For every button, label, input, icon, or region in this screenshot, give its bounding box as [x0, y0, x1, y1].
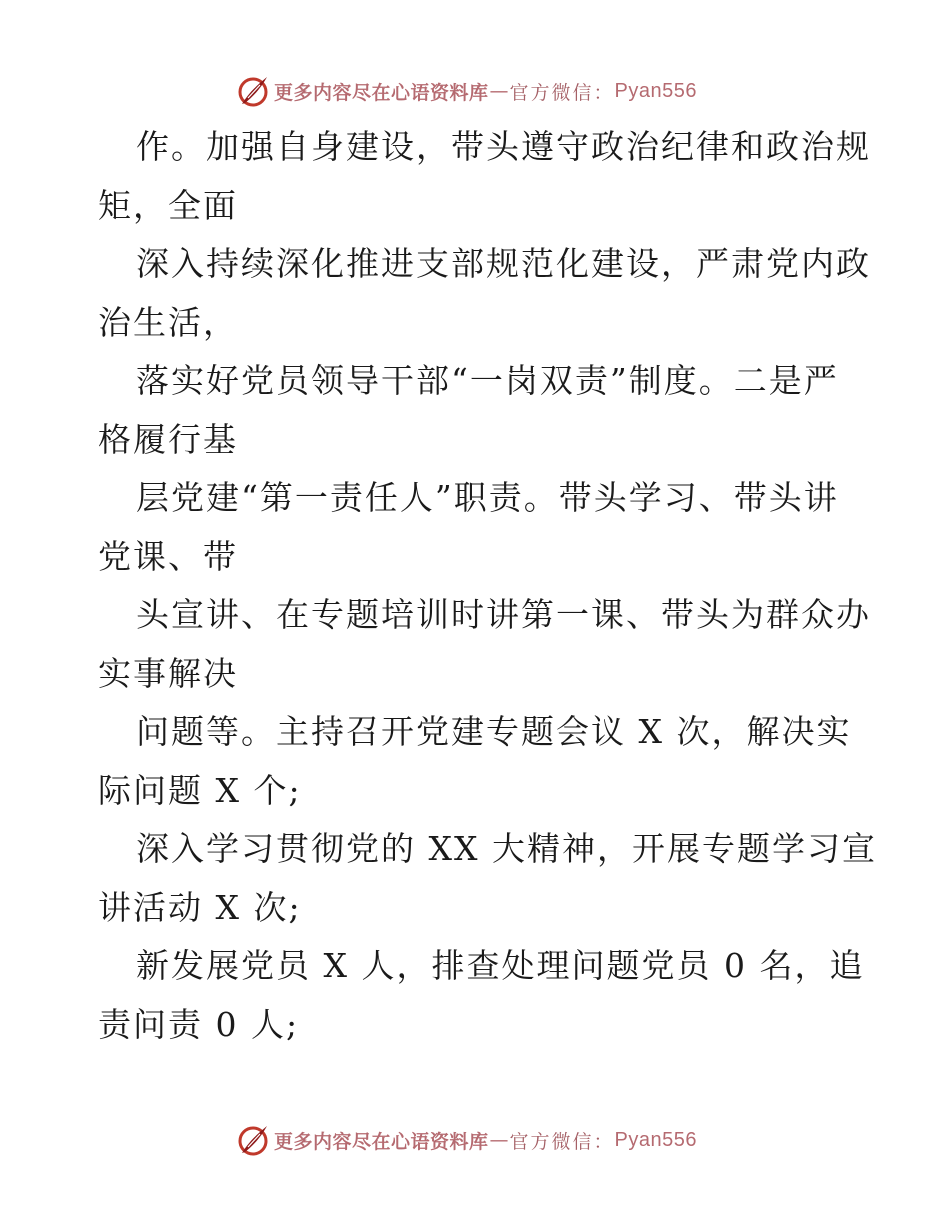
footer-banner [236, 1123, 697, 1157]
body-line: 际问题 X 个; [98, 770, 302, 810]
header-banner-account-id: Pyan556 [614, 79, 697, 102]
body-line: 实事解决 [98, 653, 238, 693]
footer-banner-account-id: Pyan556 [614, 1128, 697, 1151]
body-line: 矩，全面 [98, 185, 238, 225]
quill-pen-logo-icon [236, 74, 270, 108]
document-body [98, 118, 877, 1054]
body-line: 治生活， [98, 302, 238, 342]
body-line: 作。加强自身建设，带头遵守政治纪律和政治规 [136, 127, 871, 166]
header-banner-account-label: 官方微信： [509, 81, 615, 104]
body-line: 党课、带 [98, 536, 238, 576]
footer-banner-dash: — [489, 1129, 509, 1151]
header-banner [236, 74, 697, 108]
header-banner-text: 更多内容尽在心语资料库 [274, 81, 489, 104]
body-line: 讲活动 X 次; [98, 887, 302, 927]
body-line: 深入持续深化推进支部规范化建设，严肃党内政 [136, 244, 871, 283]
footer-banner-account-label: 官方微信： [509, 1130, 615, 1153]
body-line: 新发展党员 X 人，排查处理问题党员 0 名，追 [136, 946, 865, 985]
header-banner-dash: — [489, 80, 509, 102]
body-line: 深入学习贯彻党的 XX 大精神，开展专题学习宣 [136, 829, 877, 868]
body-line: 责问责 0 人; [98, 1004, 300, 1044]
body-line: 格履行基 [98, 419, 238, 459]
body-line: 头宣讲、在专题培训时讲第一课、带头为群众办 [136, 595, 871, 634]
body-line: 落实好党员领导干部“一岗双责”制度。二是严 [136, 361, 839, 400]
footer-banner-text: 更多内容尽在心语资料库 [274, 1130, 489, 1153]
body-line: 问题等。主持召开党建专题会议 X 次，解决实 [136, 712, 852, 751]
quill-pen-logo-icon [236, 1123, 270, 1157]
body-line: 层党建“第一责任人”职责。带头学习、带头讲 [136, 478, 839, 517]
